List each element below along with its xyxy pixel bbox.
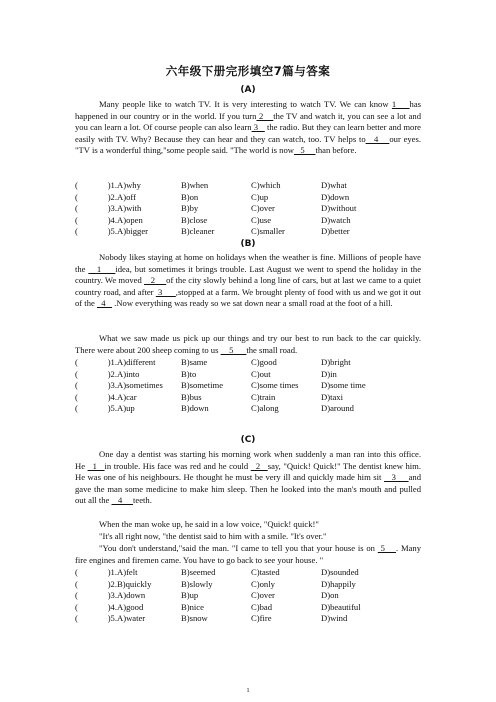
blank-marker: 4 — [111, 495, 133, 506]
passage-text: our eyes. "TV is a wonderful thing,"some people said. "The world is now — [75, 133, 421, 156]
question-number: )3. — [107, 380, 117, 391]
option-d: D)on — [321, 590, 339, 601]
option-c: C)bad — [251, 601, 273, 612]
question-number: )4. — [107, 391, 117, 402]
section-c-heading: (C) — [240, 435, 256, 445]
option-row — [75, 403, 421, 415]
blank-marker: 2 — [144, 275, 167, 286]
option-row — [75, 380, 421, 392]
option-row — [75, 215, 421, 227]
option-row — [75, 180, 421, 192]
passage-text: say, "Quick! Quick!" The dentist knew him. He was one of his neighbours. He thought he must be very ill and quickly made him sit — [75, 460, 421, 483]
option-a: A)off — [117, 191, 136, 202]
blank-marker: 5 — [220, 344, 247, 355]
option-d: D)beautiful — [321, 601, 361, 612]
passage-text: of the city slowly behind a long line of cars, but at last we came to a quiet country road, and after — [75, 275, 421, 297]
blank-marker: 2 — [256, 110, 274, 121]
passage-text: "It's all right now, "the dentist said to him with a smile. "It's over." — [99, 531, 327, 541]
option-b: B)to — [181, 368, 197, 379]
passage-text: ,stopped at a farm. We brought plenty of food with us and we got it out of the — [75, 286, 421, 309]
passage-text: idea, but sometimes it brings trouble. Last August we went to spend the holiday in the country. We moved — [75, 263, 422, 286]
question-number: )1. — [107, 180, 117, 190]
answer-paren[interactable]: ( — [75, 357, 78, 367]
option-d: D)bright — [321, 357, 351, 367]
option-a: A)down — [117, 590, 146, 601]
option-row — [75, 567, 421, 579]
option-c: C)tasted — [251, 567, 280, 577]
option-c: C)up — [251, 191, 269, 202]
passage-text: than before. — [315, 145, 357, 156]
answer-paren[interactable]: ( — [75, 578, 78, 589]
option-a: A)up — [117, 403, 135, 414]
answer-paren[interactable]: ( — [75, 403, 78, 414]
option-b: B)when — [181, 180, 209, 190]
option-b: B)down — [181, 403, 209, 414]
option-row — [75, 226, 421, 238]
option-d: D)some time — [321, 380, 366, 391]
option-row — [75, 203, 421, 215]
option-b: B)up — [181, 590, 199, 601]
passage-text: has happened in our country or in the world. If you turn — [75, 99, 422, 121]
passage-text: Nobody likes staying at home on holidays when the weather is fine. Millions of people have the — [75, 252, 421, 274]
blank-marker: 5 — [293, 145, 316, 156]
option-b: B)on — [181, 191, 199, 202]
section-a-options — [75, 180, 421, 238]
section-c-paragraph-2 — [75, 519, 421, 531]
section-c-paragraph-1 — [75, 449, 421, 507]
blank-marker: 3 — [251, 122, 265, 133]
option-b: B)snow — [181, 613, 208, 624]
option-b: B)nice — [181, 601, 204, 612]
option-b: B)cleaner — [181, 226, 215, 237]
option-a: A)why — [117, 180, 141, 190]
option-a: A)with — [117, 203, 142, 214]
answer-paren[interactable]: ( — [75, 380, 78, 391]
option-a: A)different — [117, 357, 156, 367]
option-row — [75, 590, 421, 602]
option-c: C)only — [251, 578, 275, 589]
passage-text: the small road. — [246, 344, 298, 355]
passage-text: in trouble. His face was red and he could — [104, 460, 251, 471]
section-c-options — [75, 567, 421, 625]
section-b-options — [75, 357, 421, 415]
passage-text: teeth. — [133, 495, 152, 506]
question-number: )4. — [107, 601, 117, 612]
blank-marker: 4 — [96, 298, 113, 309]
answer-paren[interactable]: ( — [75, 567, 78, 577]
question-number: )2. — [107, 578, 117, 589]
blank-marker: 3 — [155, 286, 176, 297]
option-row — [75, 392, 421, 404]
option-c: C)over — [251, 203, 275, 214]
answer-paren[interactable]: ( — [75, 613, 78, 624]
option-b: B)bus — [181, 391, 202, 402]
option-d: D)happily — [321, 578, 356, 589]
option-b: B)close — [181, 214, 208, 225]
blank-marker: 3 — [383, 472, 409, 483]
section-b-heading: (B) — [240, 239, 256, 249]
passage-text: and gave the man some medicine to make him sleep. Then he looked into the man's mouth and pulled out all the — [75, 472, 421, 506]
option-a: A)bigger — [117, 226, 149, 237]
section-a-paragraph-1 — [75, 99, 421, 157]
question-number: )3. — [107, 590, 117, 601]
option-a: A)into — [117, 368, 140, 379]
option-b: B)sometime — [181, 380, 224, 391]
option-a: A)felt — [117, 567, 138, 577]
passage-text: One day a dentist was starting his morning work when suddenly a man ran into this office. He — [75, 449, 421, 471]
option-row — [75, 369, 421, 381]
answer-paren[interactable]: ( — [75, 391, 78, 402]
answer-paren[interactable]: ( — [75, 368, 78, 379]
option-c: C)smaller — [251, 226, 285, 237]
blank-marker: 1 — [88, 263, 116, 274]
option-c: C)train — [251, 391, 276, 402]
question-number: )1. — [107, 357, 117, 367]
option-b: B)same — [181, 357, 208, 367]
section-b-paragraph-1 — [75, 252, 421, 310]
blank-marker: 5 — [377, 543, 397, 553]
answer-paren[interactable]: ( — [75, 214, 78, 225]
option-d: D)watch — [321, 214, 351, 225]
option-c: C)which — [251, 180, 281, 190]
option-c: C)over — [251, 590, 275, 601]
passage-text: "You don't understand,"said the man. "I came to tell you that your house is on — [99, 543, 378, 553]
blank-marker: 4 — [365, 133, 390, 144]
blank-marker: 1 — [391, 99, 410, 109]
option-a: A)open — [117, 214, 143, 225]
answer-paren[interactable]: ( — [75, 590, 78, 601]
option-d: D)without — [321, 203, 357, 214]
option-c: C)out — [251, 368, 271, 379]
answer-paren[interactable]: ( — [75, 203, 78, 214]
option-d: D)around — [321, 403, 354, 414]
passage-text: the TV and watch it, you can see a lot and you can learn a lot. Of course people can also learn — [75, 110, 421, 133]
option-d: D)taxi — [321, 391, 343, 402]
page-number: 1 — [246, 687, 250, 694]
section-b-paragraph-2 — [75, 333, 421, 356]
answer-paren[interactable]: ( — [75, 180, 78, 190]
option-b: B)by — [181, 203, 199, 214]
passage-text: Many people like to watch TV. It is very interesting to watch TV. We can know — [99, 99, 392, 109]
option-a: A)good — [117, 601, 144, 612]
option-row — [75, 602, 421, 614]
question-number: )5. — [107, 613, 117, 624]
section-c-paragraph-4 — [75, 543, 421, 566]
option-c: C)good — [251, 357, 277, 367]
option-row — [75, 192, 421, 204]
option-a: B)quickly — [117, 578, 152, 589]
option-row — [75, 613, 421, 625]
passage-text: .Now everything was ready so we sat down near a small road at the foot of a hill. — [112, 298, 393, 309]
question-number: )4. — [107, 214, 117, 225]
option-c: C)some times — [251, 380, 299, 391]
option-d: D)in — [321, 368, 337, 379]
option-a: A)car — [117, 391, 137, 402]
answer-paren[interactable]: ( — [75, 601, 78, 612]
option-d: D)wind — [321, 613, 348, 624]
option-c: C)use — [251, 214, 272, 225]
question-number: )2. — [107, 368, 117, 379]
blank-marker: 1 — [87, 460, 105, 471]
question-number: )2. — [107, 191, 117, 202]
answer-paren[interactable]: ( — [75, 191, 78, 202]
passage-text: What we saw made us pick up our things and try our best to run back to the car quickly. There were about 200 sheep coming to us — [75, 333, 421, 355]
option-b: B)slowly — [181, 578, 213, 589]
blank-marker: 2 — [250, 460, 268, 471]
option-b: B)seemed — [181, 567, 216, 577]
option-row — [75, 357, 421, 369]
option-c: C)along — [251, 403, 279, 414]
passage-text: . Many fire engines and firemen came. You have to go back to see your house. " — [75, 543, 421, 565]
option-row — [75, 579, 421, 591]
option-d: D)what — [321, 180, 347, 190]
passage-text: the radio. But they can learn better and more easily with TV. Why? Because they can hear and they can watch, too. TV helps to — [75, 122, 421, 144]
option-a: A)water — [117, 613, 146, 624]
question-number: )3. — [107, 203, 117, 214]
option-c: C)fire — [251, 613, 272, 624]
answer-paren[interactable]: ( — [75, 226, 78, 237]
option-a: A)sometimes — [117, 380, 163, 391]
document-title: 六年级下册完形填空7篇与答案 — [165, 64, 331, 78]
question-number: )5. — [107, 403, 117, 414]
section-c-paragraph-3 — [75, 531, 421, 543]
option-d: D)better — [321, 226, 350, 237]
question-number: )1. — [107, 567, 117, 577]
option-d: D)sounded — [321, 567, 359, 577]
question-number: )5. — [107, 226, 117, 237]
section-a-heading: (A) — [240, 85, 256, 95]
option-d: D)down — [321, 191, 350, 202]
passage-text: When the man woke up, he said in a low voice, "Quick! quick!" — [99, 519, 319, 529]
